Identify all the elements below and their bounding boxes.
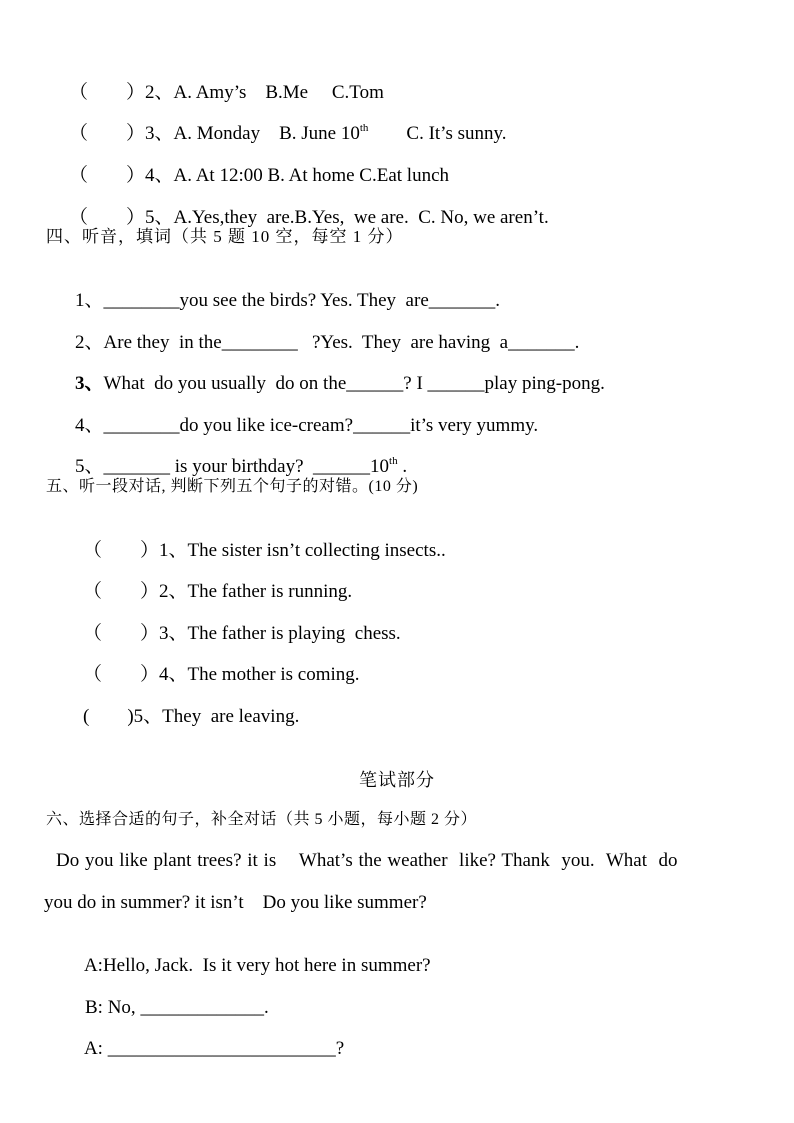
item-text: 3、A. Monday B. June 10 [145,123,360,144]
item-number: 1、 [75,290,104,311]
written-part-title: 笔试部分 [359,770,435,790]
speaker-label: A: [83,955,103,976]
section6-heading: 六、选择合适的句子，补全对话（共 5 小题，每小题 2 分） [46,811,478,828]
item-text: ________do you like ice-cream?______it’s very yummy. [103,415,539,436]
item-text: 5、They are leaving. [133,706,300,727]
answer-bracket: （ ） [83,581,160,602]
dialog-line-3 [66,1016,344,1082]
superscript: th [389,454,398,467]
speaker-label: B: [85,997,103,1018]
answer-bracket: （ ） [69,165,146,186]
dialog-text-after: ? [335,1038,345,1059]
item-number: 4、 [75,415,104,436]
item-text: 1、The sister isn’t collecting insects.. [159,540,446,561]
item-number: 3、 [75,373,104,394]
item-text: _______ is your birthday? ______10 [103,456,390,477]
answer-bracket: （ ） [83,664,160,685]
item-text: 4、The mother is coming. [159,664,360,685]
item-text: 5、A.Yes,they are.B.Yes, we are. C. No, we aren’t. [145,207,549,228]
item-text: 4、A. At 12:00 B. At home C.Eat lunch [145,165,450,186]
answer-bracket: ( ) [83,706,134,727]
answer-bracket: （ ） [83,540,160,561]
item-text-after: . [397,456,408,477]
answer-blank[interactable]: ________________________ [107,1038,336,1059]
item-text: What do you usually do on the______? I ______play ping-pong. [103,373,605,394]
section5-heading: 五、听一段对话, 判断下列五个句子的对错。(10 分) [46,478,419,495]
item-text: 3、The father is playing chess. [159,623,401,644]
dialog-text-after: . [263,997,269,1018]
answer-bracket: （ ） [69,207,146,228]
speaker-label: A: [83,1038,103,1059]
item-text: 2、A. Amy’s B.Me C.Tom [145,82,384,103]
answer-bracket: （ ） [69,123,146,144]
item-number: 5、 [75,456,104,477]
answer-bracket: （ ） [69,82,146,103]
answer-blank[interactable]: _____________ [140,997,264,1018]
dialog-text: Hello, Jack. Is it very hot here in summer? [102,955,431,976]
section4-heading: 四、听音，填词（共 5 题 10 空，每空 1 分） [46,227,404,246]
item-number: 2、 [75,332,104,353]
item-text: Are they in the________ ?Yes. They are having a_______. [103,332,580,353]
item-text: 2、The father is running. [159,581,353,602]
dialog-text: No, [102,997,141,1018]
answer-bracket: （ ） [83,623,160,644]
section6-options-line-1: Do you like plant trees? it is What’s the weather like? Thank you. What do [56,850,678,871]
superscript: th [359,121,369,134]
section6-options-line-2: you do in summer? it isn’t Do you like summer? [44,892,427,913]
section5-item-5 [64,684,299,750]
item-text: ________you see the birds? Yes. They are_______. [103,290,501,311]
item-text-after: C. It’s sunny. [368,123,507,144]
